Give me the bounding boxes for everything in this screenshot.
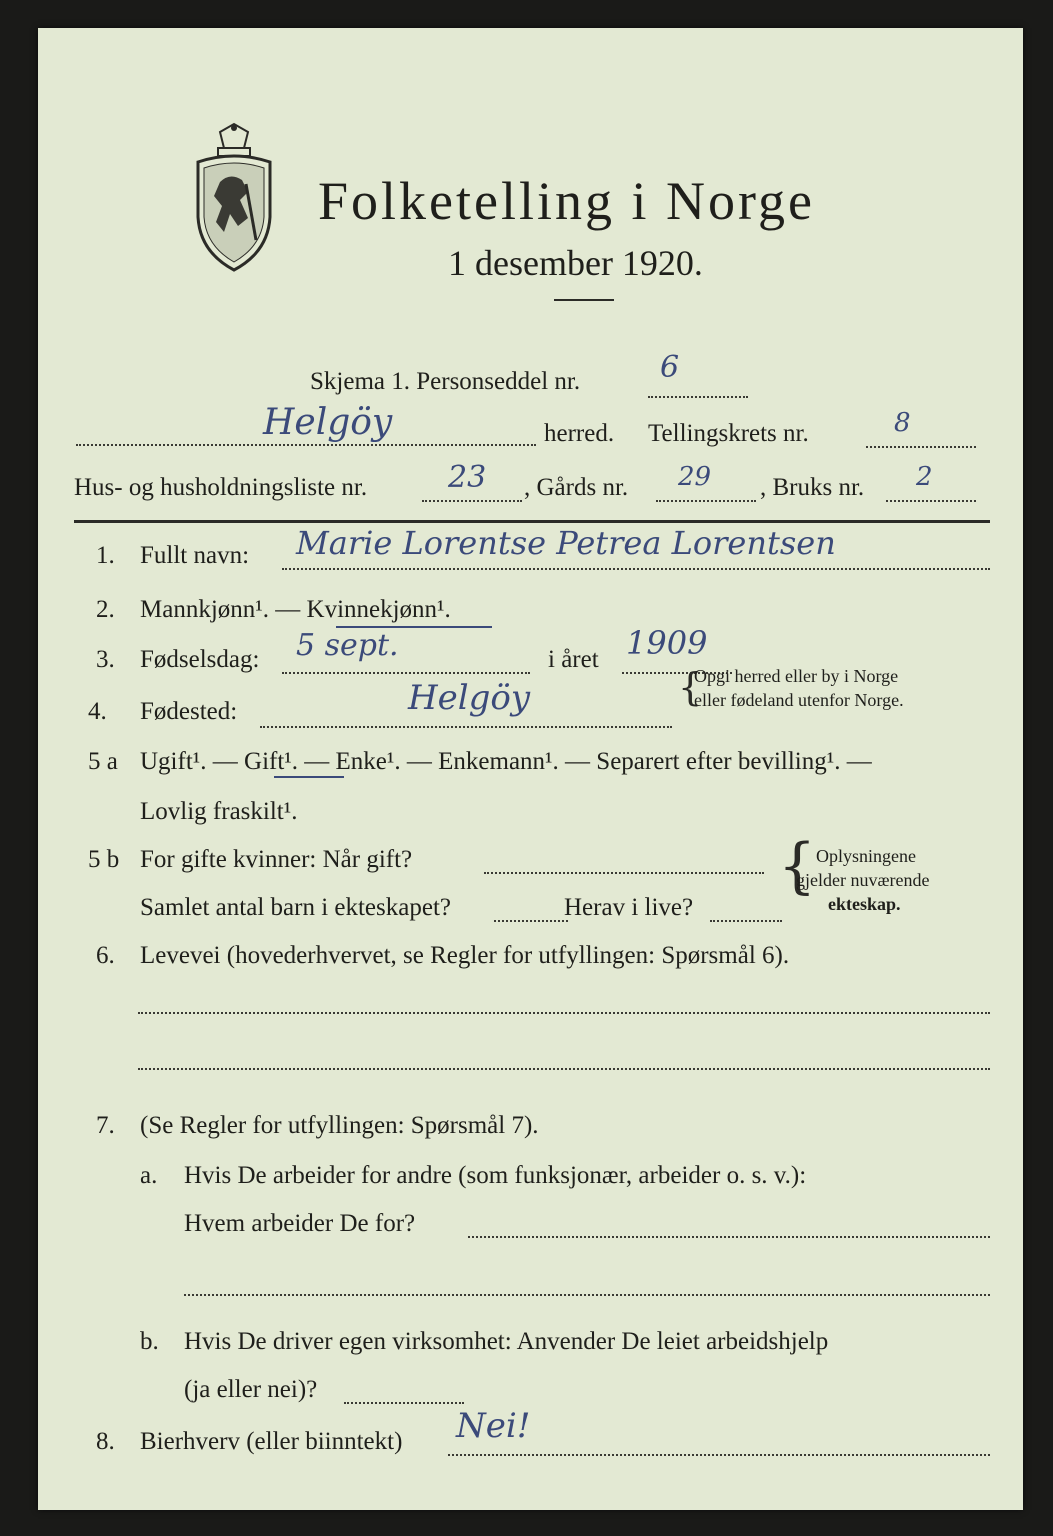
q1-value: Marie Lorentse Petrea Lorentsen <box>296 524 836 562</box>
q6-number: 6. <box>96 942 115 969</box>
herred-value: Helgöy <box>263 402 393 443</box>
q5b-number: 5 b <box>88 846 120 873</box>
q1-number: 1. <box>96 542 115 569</box>
norway-coat-of-arms-icon <box>190 122 278 272</box>
husliste-value: 23 <box>448 460 487 495</box>
gards-value: 29 <box>678 462 712 492</box>
personseddel-line <box>648 396 748 398</box>
q4-value: Helgöy <box>408 678 531 718</box>
personseddel-value: 6 <box>660 350 680 385</box>
q8-label: Bierhverv (eller biinntekt) <box>140 1428 403 1455</box>
q6-line2 <box>138 1068 990 1070</box>
tellingskrets-label: Tellingskrets nr. <box>648 420 809 447</box>
q4-note-line1: Opgi herred eller by i Norge <box>694 666 899 686</box>
tellingskrets-value: 8 <box>894 408 911 438</box>
q8-number: 8. <box>96 1428 115 1455</box>
q7b-letter: b. <box>140 1328 159 1355</box>
q3-year-value: 1909 <box>626 624 708 662</box>
tellingskrets-line <box>866 446 976 448</box>
q7a-label: Hvis De arbeider for andre (som funksjonær, arbeider o. s. v.): <box>184 1162 807 1189</box>
q7a-line2 <box>184 1294 990 1296</box>
q3-line <box>282 672 530 674</box>
q5b-married-line <box>484 872 764 874</box>
q3-year-label: i året <box>548 646 599 673</box>
q6-line1 <box>138 1012 990 1014</box>
herred-label: herred. <box>544 420 615 447</box>
q5a-number: 5 a <box>88 748 118 775</box>
gards-line <box>656 500 756 502</box>
herred-line <box>76 444 536 446</box>
q7b-line <box>344 1402 464 1404</box>
q4-label: Fødested: <box>140 698 238 725</box>
q3-number: 3. <box>96 646 115 673</box>
q5b-married-label: For gifte kvinner: Når gift? <box>140 846 413 873</box>
q7b-question: (ja eller nei)? <box>184 1376 318 1403</box>
q1-line <box>282 568 990 570</box>
q1-label: Fullt navn: <box>140 542 250 569</box>
q5b-alive-line <box>710 920 782 922</box>
q7a-line1 <box>468 1236 990 1238</box>
q5b-note-line2: gjelder nuværende <box>796 870 930 890</box>
q3-value: 5 sept. <box>296 628 399 663</box>
q6-label: Levevei (hovederhvervet, se Regler for utfyllingen: Spørsmål 6). <box>140 942 790 969</box>
q7a-letter: a. <box>140 1162 158 1189</box>
q5b-alive-label: Herav i live? <box>564 894 694 921</box>
form-date: 1 desember 1920. <box>448 243 703 283</box>
husliste-line <box>422 500 522 502</box>
census-form <box>38 28 1023 1510</box>
q8-line1 <box>448 1454 990 1456</box>
q5a-label-line2: Lovlig fraskilt¹. <box>140 798 298 825</box>
q8-value: Nei! <box>456 1406 531 1446</box>
bruks-value: 2 <box>916 462 933 492</box>
q5a-underline <box>274 776 344 778</box>
q4-brace: { <box>678 665 703 709</box>
title-divider <box>554 299 614 301</box>
q4-note-line2: eller fødeland utenfor Norge. <box>694 690 904 710</box>
bruks-line <box>886 500 976 502</box>
q3-label: Fødselsdag: <box>140 646 260 673</box>
q5a-label-line1: Ugift¹. — Gift¹. — Enke¹. — Enkemann¹. — Separert efter bevilling¹. — <box>140 748 872 775</box>
q7a-question: Hvem arbeider De for? <box>184 1210 416 1237</box>
bruks-label: , Bruks nr. <box>760 474 865 501</box>
husliste-label: Hus- og husholdningsliste nr. <box>74 474 368 501</box>
schema-label: Skjema 1. Personseddel nr. <box>310 368 581 395</box>
q4-number: 4. <box>88 698 107 725</box>
form-title: Folketelling i Norge <box>318 171 815 231</box>
header-rule <box>74 520 990 523</box>
q5b-note-line1: Oplysningene <box>816 846 916 866</box>
q2-number: 2. <box>96 596 115 623</box>
q7b-label: Hvis De driver egen virksomhet: Anvender De leiet arbeidshjelp <box>184 1328 829 1355</box>
q7-label: (Se Regler for utfyllingen: Spørsmål 7). <box>140 1112 539 1139</box>
q2-label: Mannkjønn¹. — Kvinnekjønn¹. <box>140 596 451 623</box>
gards-label: , Gårds nr. <box>524 474 629 501</box>
q7-number: 7. <box>96 1112 115 1139</box>
q5b-children-label: Samlet antal barn i ekteskapet? <box>140 894 451 921</box>
q5b-note-line3: ekteskap. <box>828 894 901 914</box>
q5b-brace: { <box>778 831 817 901</box>
q5b-children-line <box>494 920 568 922</box>
q4-line <box>260 726 672 728</box>
